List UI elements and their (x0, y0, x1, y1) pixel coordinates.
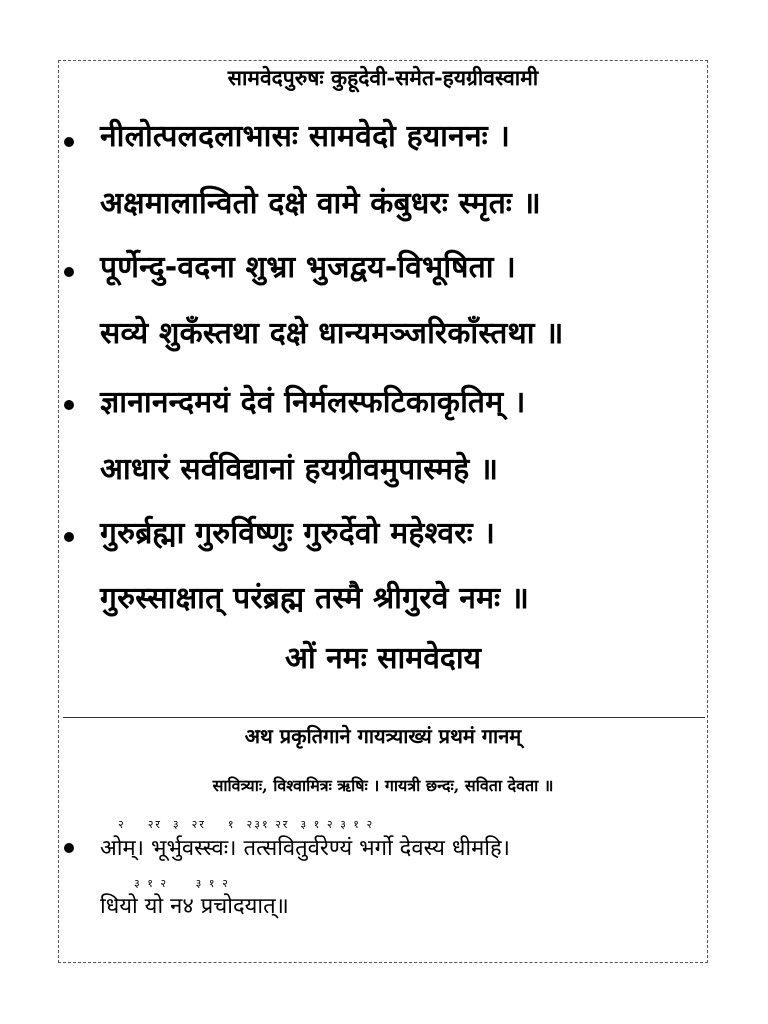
bullet-1 (64, 137, 74, 147)
page-title: सामवेदपुरुषः कुहूदेवी-समेत-हयग्रीवस्वामी (227, 65, 539, 90)
svara-notation-line-2: ३ १ २ ३ १ २ (134, 877, 230, 890)
saman-line-1: ओम्। भूर्भुवस्स्वः। तत्सवितुर्वरेण्यं भर्गो देवस्य धीमहि। (100, 836, 510, 861)
verse-2-line-2: सव्ये शुकँस्तथा दक्षे धान्यमञ्जरिकाँस्तथा ॥ (100, 316, 564, 351)
verse-2-line-1: पूर्णेन्दु-वदना शुभ्रा भुजद्वय-विभूषिता । (100, 250, 516, 285)
rishi-chandas-devata-line: सावित्र्याः, विश्वामित्रः ऋषिः । गायत्री छन्दः, सविता देवता ॥ (212, 776, 554, 795)
verse-1-line-2: अक्षमालान्वितो दक्षे वामे कंबुधरः स्मृतः ॥ (100, 186, 541, 221)
bullet-3 (64, 400, 74, 410)
verse-4-line-2: गुरुस्साक्षात् परंब्रह्म तस्मै श्रीगुरवे नमः ॥ (100, 581, 530, 616)
section-divider (63, 717, 705, 718)
svara-notation-line-1: २ २र ३ २र १ २३१ २र ३ १ २ ३ १ २ (118, 818, 375, 831)
bullet-5 (64, 843, 74, 853)
verse-1-line-1: नीलोत्पलदलाभासः सामवेदो हयाननः । (100, 119, 511, 154)
om-salutation: ओं नमः सामवेदाय (285, 641, 481, 676)
verse-3-line-2: आधारं सर्वविद्यानां हयग्रीवमुपास्महे ॥ (100, 452, 499, 487)
verse-4-line-1: गुरुर्ब्रह्मा गुरुर्विष्णुः गुरुर्देवो महेश्वरः । (100, 516, 496, 551)
saman-line-2: धियो यो न४ प्रचोदयात्॥ (100, 894, 289, 919)
verse-3-line-1: ज्ञानानन्दमयं देवं निर्मलस्फटिकाकृतिम् । (100, 385, 526, 420)
section-title: अथ प्रकृतिगाने गायत्र्याख्यं प्रथमं गानम् (244, 724, 522, 748)
bullet-4 (64, 532, 74, 542)
bullet-2 (64, 267, 74, 277)
